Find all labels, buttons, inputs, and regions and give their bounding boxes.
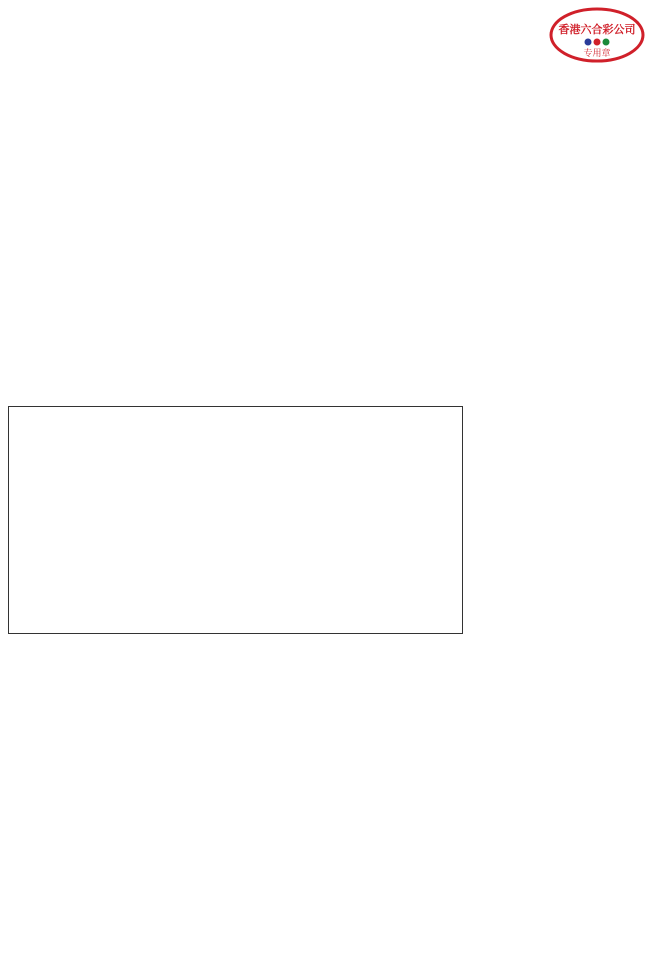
svg-text:专用章: 专用章 [583, 49, 611, 59]
daily-info-box [8, 406, 463, 634]
company-seal [548, 6, 646, 64]
svg-text:香港六合彩公司: 香港六合彩公司 [558, 23, 636, 36]
